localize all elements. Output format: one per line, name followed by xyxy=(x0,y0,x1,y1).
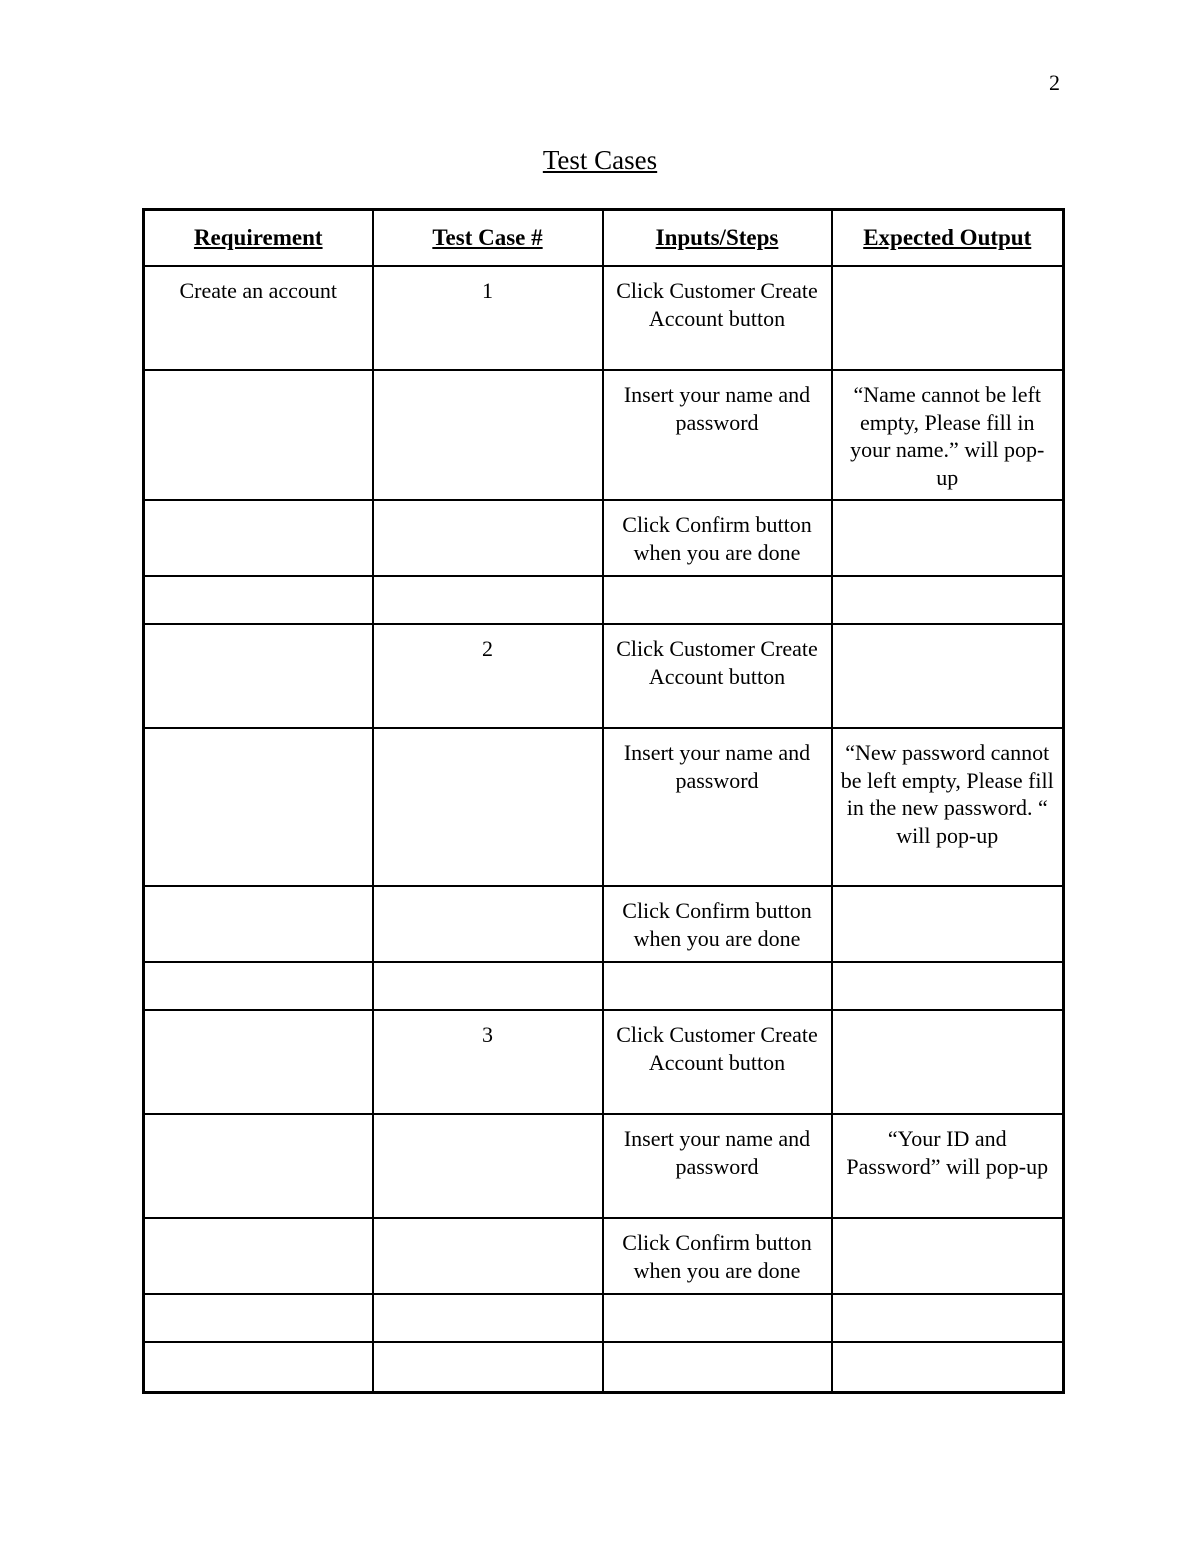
requirement-cell: Create an account xyxy=(144,266,373,370)
requirement-cell xyxy=(144,1342,373,1392)
inputs-steps-cell: Click Confirm button when you are done xyxy=(603,500,832,576)
table-row xyxy=(144,370,1064,500)
table-row xyxy=(144,1342,1064,1392)
expected-output-cell: “Your ID and Password” will pop-up xyxy=(832,1114,1064,1218)
table-row xyxy=(144,1294,1064,1342)
table-row xyxy=(144,624,1064,728)
table-row xyxy=(144,1010,1064,1114)
expected-output-cell: “Name cannot be left empty, Please fill in your name.” will pop-up xyxy=(832,370,1064,500)
inputs-steps-cell: Insert your name and password xyxy=(603,370,832,500)
inputs-steps-cell xyxy=(603,1294,832,1342)
expected-output-cell xyxy=(832,886,1064,962)
table-row xyxy=(144,576,1064,624)
expected-output-cell xyxy=(832,624,1064,728)
inputs-steps-cell: Click Customer Create Account button xyxy=(603,266,832,370)
requirement-cell xyxy=(144,500,373,576)
requirement-cell xyxy=(144,624,373,728)
test-case-number-cell xyxy=(373,500,603,576)
table-row xyxy=(144,962,1064,1010)
expected-output-cell xyxy=(832,1294,1064,1342)
table-header-row xyxy=(144,210,1064,267)
expected-output-cell xyxy=(832,962,1064,1010)
page-number: 2 xyxy=(1049,70,1060,95)
requirement-cell xyxy=(144,886,373,962)
inputs-steps-cell: Click Confirm button when you are done xyxy=(603,886,832,962)
table-row xyxy=(144,266,1064,370)
expected-output-cell xyxy=(832,1010,1064,1114)
inputs-steps-cell: Click Confirm button when you are done xyxy=(603,1218,832,1294)
inputs-steps-cell: Insert your name and password xyxy=(603,728,832,886)
requirement-cell xyxy=(144,1114,373,1218)
table-row xyxy=(144,1218,1064,1294)
requirement-cell xyxy=(144,1218,373,1294)
expected-output-cell xyxy=(832,576,1064,624)
test-case-number-cell xyxy=(373,962,603,1010)
test-case-number-cell xyxy=(373,576,603,624)
test-case-number-cell xyxy=(373,886,603,962)
inputs-steps-cell: Click Customer Create Account button xyxy=(603,1010,832,1114)
test-cases-table xyxy=(142,208,1065,1394)
inputs-steps-cell: Click Customer Create Account button xyxy=(603,624,832,728)
expected-output-cell: “New password cannot be left empty, Please fill in the new password. “ will pop-up xyxy=(832,728,1064,886)
expected-output-cell xyxy=(832,1342,1064,1392)
test-case-number-cell xyxy=(373,728,603,886)
test-case-number-cell xyxy=(373,1114,603,1218)
test-case-number-cell xyxy=(373,370,603,500)
requirement-cell xyxy=(144,576,373,624)
expected-output-cell xyxy=(832,266,1064,370)
test-case-number-cell: 1 xyxy=(373,266,603,370)
requirement-cell xyxy=(144,962,373,1010)
header-expected-output: Expected Output xyxy=(832,210,1064,267)
header-test-case-number: Test Case # xyxy=(373,210,603,267)
table-row xyxy=(144,500,1064,576)
table-row xyxy=(144,1114,1064,1218)
expected-output-cell xyxy=(832,1218,1064,1294)
requirement-cell xyxy=(144,728,373,886)
requirement-cell xyxy=(144,1010,373,1114)
header-requirement: Requirement xyxy=(144,210,373,267)
test-case-number-cell xyxy=(373,1218,603,1294)
page-title: Test Cases xyxy=(542,145,658,175)
test-case-number-cell: 2 xyxy=(373,624,603,728)
requirement-cell xyxy=(144,370,373,500)
inputs-steps-cell xyxy=(603,1342,832,1392)
test-case-number-cell xyxy=(373,1294,603,1342)
table-row xyxy=(144,886,1064,962)
header-inputs-steps: Inputs/Steps xyxy=(603,210,832,267)
inputs-steps-cell: Insert your name and password xyxy=(603,1114,832,1218)
test-case-number-cell: 3 xyxy=(373,1010,603,1114)
expected-output-cell xyxy=(832,500,1064,576)
table-row xyxy=(144,728,1064,886)
inputs-steps-cell xyxy=(603,576,832,624)
inputs-steps-cell xyxy=(603,962,832,1010)
test-case-number-cell xyxy=(373,1342,603,1392)
requirement-cell xyxy=(144,1294,373,1342)
